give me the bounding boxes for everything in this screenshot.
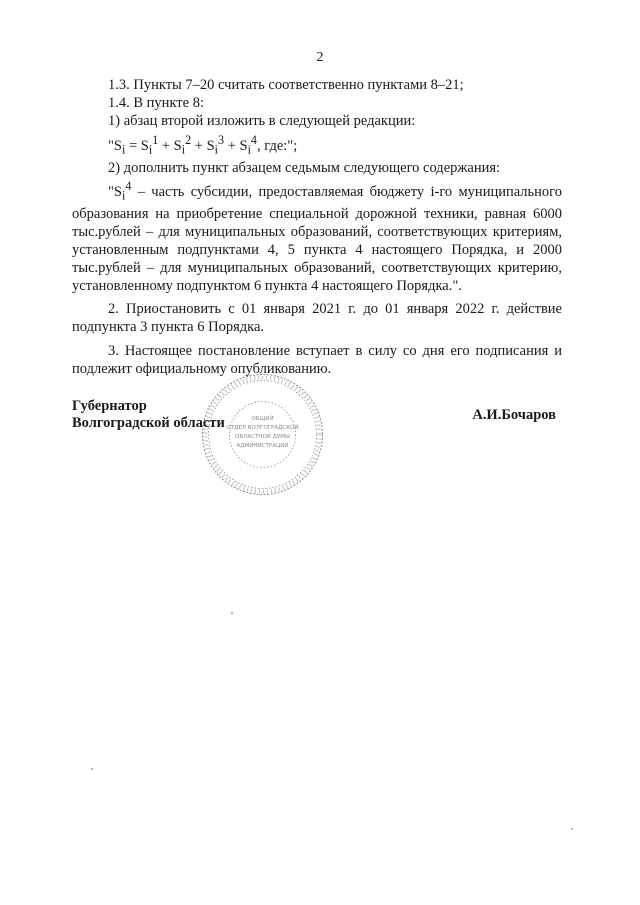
signatory-title-line-1: Губернатор — [72, 398, 147, 414]
stamp-line-4: АДМИНИСТРАЦИИ — [236, 443, 289, 449]
signatory-name: А.И.Бочаров — [472, 407, 556, 423]
paragraph-si4-definition: "$S_i^4$ – часть субсидии, предоставляемая бюджету i-го муниципального образования на приобретение специальной дорожной техники, равная 6000 тыс.рублей – для муниципальных образований, соответствующих критериям, установленным подпунктами 4, 5 пункта 4 настоящего Порядка, и 2000 тыс.рублей – для муниципальных образований, соответствующих критерию, установленному подпунктом 6 пункта 4 настоящего Порядка.". — [72, 178, 562, 295]
paragraph-1-4: 1.4. В пункте 8: — [108, 95, 204, 112]
document-body — [72, 76, 562, 378]
stamp-line-1: ОБЩИЙ — [251, 416, 274, 422]
scan-speck — [231, 612, 233, 614]
scan-speck — [91, 768, 93, 770]
stamp-line-3: ОБЛАСТНОЙ ДУМЫ — [235, 434, 290, 440]
paragraph-item-1: 1) абзац второй изложить в следующей редакции: — [108, 113, 416, 130]
signatory-title-line-2: Волгоградской области — [72, 415, 225, 431]
formula-line: "$S_i = S_i^1 + S_i^2 + S_i^3 + S_i^4$, где:"; — [108, 132, 298, 157]
page-number: 2 — [316, 50, 324, 65]
scan-speck — [571, 828, 573, 830]
paragraph-3: 3. Настоящее постановление вступает в силу со дня его подписания и подлежит официальному опубликованию. — [72, 343, 562, 378]
signature-block — [72, 398, 562, 438]
paragraph-1-3: 1.3. Пункты 7–20 считать соответственно пунктами 8–21; — [108, 77, 464, 93]
paragraph-item-2: 2) дополнить пункт абзацем седьмым следующего содержания: — [108, 159, 501, 176]
paragraph-2: 2. Приостановить с 01 января 2021 г. до 01 января 2022 г. действие подпункта 3 пункта 6 Порядка. — [72, 300, 562, 335]
stamp-line-2: ОТДЕЛ ВОЛГОГРАДСКОЙ — [226, 425, 299, 431]
signatory-title — [72, 398, 225, 432]
